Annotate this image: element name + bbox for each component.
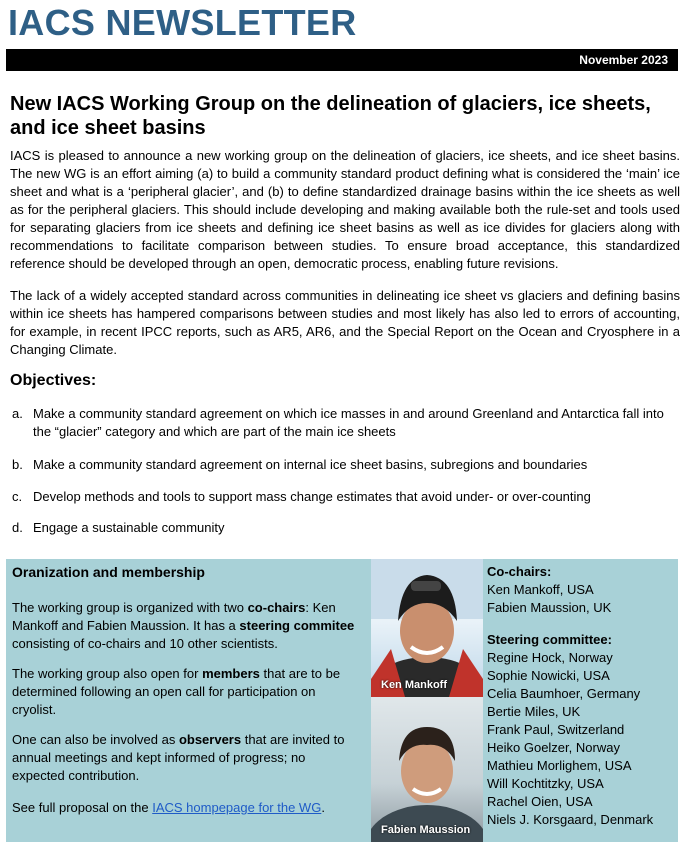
membership-box (6, 559, 678, 842)
article-headline: New IACS Working Group on the delineation of glaciers, ice sheets, and ice sheet basins (10, 93, 651, 139)
steering-member: Heiko Goelzer, Norway (487, 740, 620, 755)
steering-member: Celia Baumhoer, Germany (487, 686, 641, 701)
objective-text: Make a community standard agreement on internal ice sheet basins, subregions and boundaries (33, 457, 588, 472)
steering-member: Regine Hock, Norway (487, 650, 613, 665)
members-paragraph: The working group also open for members that are to be determined following an open call for participation on cryolist. (12, 666, 341, 717)
portrait-illustration (371, 697, 483, 842)
photo-caption: Fabien Maussion (381, 824, 471, 836)
intro-paragraph: IACS is pleased to announce a new working group on the delineation of glaciers, ice sheets, and ice sheet basins. The new WG is an effort aiming (a) to build a community standard product defining what is considered the ‘main’ ice sheet and what is a ‘peripheral glacier’, and (b) to define standardized drainage basins within the ice sheets as well as for the peripheral glaciers. This should include developing and making available both the rule-set and tools used for separating glaciers from ice sheets and defining ice sheet basins as well as ice divides for glaciers along with recommendations to facilitate comparison between studies. To ensure broad acceptance, this standardized reference should be developed through an open, democratic process, enabling future revisions. (10, 148, 680, 271)
steering-member: Rachel Oien, USA (487, 794, 593, 809)
steering-member: Will Kochtitzky, USA (487, 776, 604, 791)
objective-text: Develop methods and tools to support mass change estimates that avoid under- or over-counting (33, 489, 591, 504)
proposal-paragraph: See full proposal on the IACS hompepage for the WG. (12, 800, 325, 815)
cochairs-heading: Co-chairs: (487, 564, 552, 579)
objective-letter: d. (12, 520, 23, 535)
steering-member: Niels J. Korsgaard, Denmark (487, 812, 654, 827)
photo-caption: Ken Mankoff (381, 679, 447, 691)
membership-text-column (12, 563, 360, 815)
observers-paragraph: One can also be involved as observers that are invited to annual meetings and kept informed of progress; no expected contribution. (12, 732, 345, 783)
organization-paragraph: The working group is organized with two co-chairs: Ken Mankoff and Fabien Maussion. It has a steering commitee consisting of co-chairs and 10 other scientists. (12, 600, 355, 651)
steering-member: Bertie Miles, UK (487, 704, 581, 719)
background-paragraph: The lack of a widely accepted standard across communities in delineating ice sheet vs glaciers and defining basins within ice sheets has hampered comparisons between studies and most likely has also led to errors of accounting, for example, in recent IPCC reports, such as AR5, AR6, and the Special Report on the Ocean and Cryosphere in a Changing Climate. (10, 288, 680, 357)
newsletter-masthead: IACS NEWSLETTER (8, 2, 357, 43)
date-bar (6, 49, 678, 71)
steering-member: Mathieu Morlighem, USA (487, 758, 632, 773)
membership-heading: Oranization and membership (12, 564, 205, 580)
objective-letter: c. (12, 489, 23, 504)
steering-member: Sophie Nowicki, USA (487, 668, 610, 683)
cochair-name: Ken Mankoff, USA (487, 582, 594, 597)
objective-text: Make a community standard agreement on which ice masses in and around Greenland and Antarctica fall into the “glacier” category and which are part of the main ice sheets (33, 406, 664, 439)
ken-mankoff-photo (371, 559, 483, 697)
steering-heading: Steering committee: (487, 632, 612, 647)
wg-homepage-link[interactable]: IACS hompepage for the WG (152, 800, 322, 815)
fabien-maussion-photo (371, 697, 483, 842)
cochair-name: Fabien Maussion, UK (487, 600, 612, 615)
steering-member: Frank Paul, Switzerland (487, 722, 625, 737)
objective-letter: a. (12, 406, 23, 421)
issue-date: November 2023 (579, 53, 668, 67)
leadership-column (487, 563, 677, 829)
objective-letter: b. (12, 457, 23, 472)
portrait-illustration (371, 559, 483, 697)
objectives-heading: Objectives: (10, 372, 97, 389)
objective-text: Engage a sustainable community (33, 520, 225, 535)
